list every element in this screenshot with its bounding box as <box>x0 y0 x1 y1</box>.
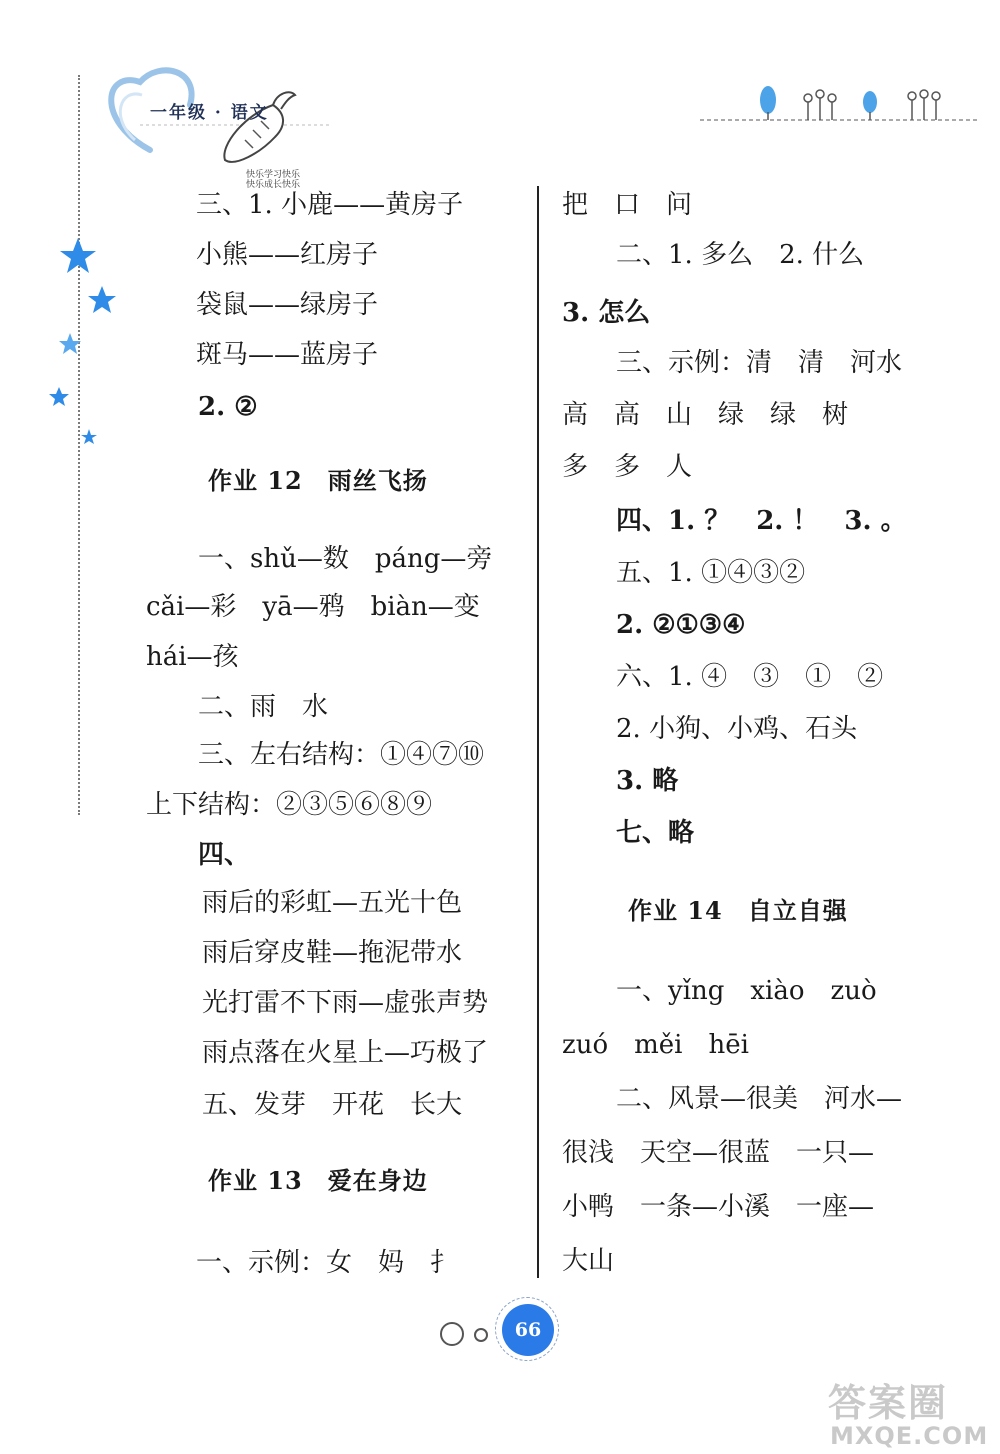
answer-line: 雨后穿皮鞋—拖泥带水 <box>202 938 463 968</box>
answer-line: 把 口 问 <box>562 190 693 220</box>
star-icon <box>80 428 98 446</box>
answer-line: 袋鼠——绿房子 <box>196 290 379 320</box>
star-icon <box>48 386 70 408</box>
answer-line: 五、1. ①④③② <box>616 558 806 588</box>
answer-line: 五、发芽 开花 长大 <box>202 1090 463 1120</box>
answer-line: zuó měi hēi <box>562 1030 749 1060</box>
footer-circle-small-icon <box>474 1328 488 1342</box>
answer-line: 一、yǐng xiào zuò <box>616 976 877 1006</box>
answer-line: 一、shǔ—数 páng—旁 <box>198 544 493 574</box>
answer-line: 一、示例：女 妈 扌 <box>196 1248 457 1278</box>
answer-line: 小熊——红房子 <box>196 240 379 270</box>
answer-line: 小鸭 一条—小溪 一座— <box>562 1192 875 1222</box>
answer-line: 雨后的彩虹—五光十色 <box>202 888 463 918</box>
answer-line: 三、1. 小鹿——黄房子 <box>196 190 464 220</box>
answer-line: 大山 <box>562 1246 615 1276</box>
answer-line: 斑马——蓝房子 <box>196 340 379 370</box>
section-heading: 作业 13 爱在身边 <box>208 1166 428 1195</box>
answer-line: 二、雨 水 <box>198 692 329 722</box>
answer-line: 二、风景—很美 河水— <box>616 1084 903 1114</box>
answer-line: 很浅 天空—很蓝 一只— <box>562 1138 875 1168</box>
answer-line: 三、示例：清 清 河水 <box>616 348 903 378</box>
answer-line: 四、1. ？ 2. ！ 3. 。 <box>616 506 907 536</box>
column-divider <box>537 186 539 1278</box>
section-heading: 作业 14 自立自强 <box>628 896 848 925</box>
answer-line: hái—孩 <box>146 642 239 672</box>
header-motto <box>246 170 316 190</box>
header-motto-line2: 快乐成长快乐 <box>246 180 301 190</box>
answer-line: 三、左右结构：①④⑦⑩ <box>198 740 485 770</box>
section-heading: 作业 12 雨丝飞扬 <box>208 466 428 495</box>
answer-line: 上下结构：②③⑤⑥⑧⑨ <box>146 790 433 820</box>
watermark-url: MXQE.COM <box>830 1422 989 1450</box>
star-icon <box>58 236 98 276</box>
site-watermark <box>828 1372 993 1450</box>
header-grade-subject: 一年级 · 语文 <box>150 103 269 123</box>
answer-line: cǎi—彩 yā—鸦 biàn—变 <box>146 592 480 622</box>
header-motto-line1: 快乐学习快乐 <box>246 170 301 180</box>
answer-line: 多 多 人 <box>562 452 693 482</box>
answer-line: 六、1. ④ ③ ① ② <box>616 662 884 692</box>
answer-line: 3. 略 <box>616 766 679 796</box>
answer-line: 高 高 山 绿 绿 树 <box>562 400 849 430</box>
answer-line: 二、1. 多么 2. 什么 <box>616 240 865 270</box>
answer-line: 雨点落在火星上—巧极了 <box>202 1038 489 1068</box>
answer-line: 2. 小狗、小鸡、石头 <box>616 714 858 744</box>
answer-line: 光打雷不下雨—虚张声势 <box>202 988 489 1018</box>
answer-line: 2. ②①③④ <box>616 610 746 640</box>
answer-line: 四、 <box>198 840 251 870</box>
star-icon <box>58 332 82 356</box>
page-header <box>0 0 1000 190</box>
answer-line: 2. ② <box>198 392 258 422</box>
trees-decoration-icon <box>690 80 990 140</box>
page-number: 66 <box>502 1304 554 1356</box>
watermark-logo-text: 答案圈 <box>828 1381 949 1425</box>
answer-line: 3. 怎么 <box>562 298 651 328</box>
footer-circle-large-icon <box>440 1322 464 1346</box>
star-icon <box>86 284 118 316</box>
answer-line: 七、略 <box>616 818 695 848</box>
